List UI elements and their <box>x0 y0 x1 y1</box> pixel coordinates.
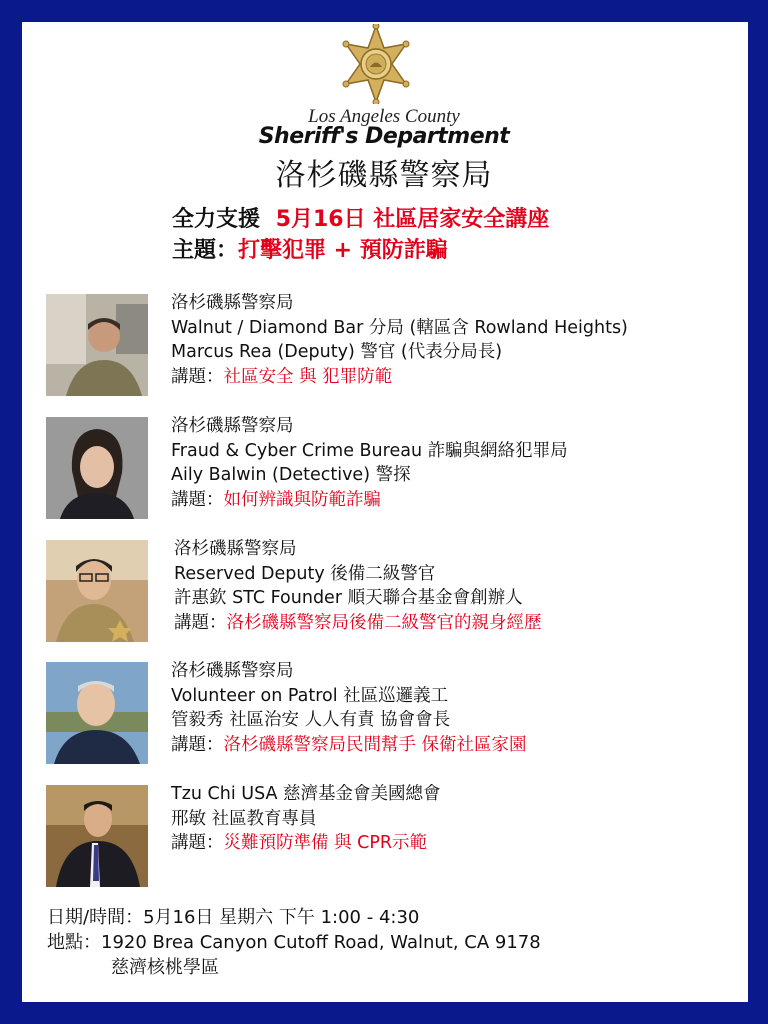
speaker-unit: Volunteer on Patrol 社區巡邏義工 <box>171 685 449 706</box>
speaker-topic <box>171 365 628 390</box>
event-title: 5月16日 社區居家安全講座 <box>275 207 550 232</box>
speaker-card <box>46 662 746 766</box>
topic-label: 講題： <box>174 612 227 633</box>
speaker-card <box>46 417 746 521</box>
speaker-photo <box>46 785 148 887</box>
department-name: Sheriff's Department <box>258 124 510 149</box>
topic-label: 講題： <box>171 366 224 387</box>
speaker-name: Marcus Rea (Deputy) 警官 (代表分局長) <box>171 342 503 362</box>
speaker-topic <box>171 733 527 758</box>
speaker-unit: Walnut / Diamond Bar 分局 (轄區含 Rowland Heights) <box>171 317 628 338</box>
speaker-card <box>46 540 746 644</box>
speaker-photo <box>46 417 148 519</box>
topic-text: 洛杉磯縣警察局後備二級警官的親身經歷 <box>226 612 542 633</box>
speaker-name: 許惠欽 STC Founder 順天聯合基金會創辦人 <box>174 588 523 608</box>
topic-label: 講題： <box>171 489 224 510</box>
speaker-unit: 邢敏 社區教育專員 <box>171 808 317 829</box>
event-headline <box>172 202 549 233</box>
speaker-photo <box>46 540 148 642</box>
speaker-unit: Fraud & Cyber Crime Bureau 詐騙與網絡犯罪局 <box>171 440 568 461</box>
speaker-card <box>46 785 746 889</box>
speaker-photo <box>46 662 148 764</box>
topic-text: 災難預防準備 與 CPR示範 <box>223 833 428 853</box>
department-name-zh: 洛杉磯縣警察局 <box>275 158 493 193</box>
topic-label: 講題： <box>171 833 224 853</box>
speaker-name: Aily Balwin (Detective) 警探 <box>171 465 411 485</box>
topic-text: 如何辨識與防範詐騙 <box>223 489 381 510</box>
theme-text: 打擊犯罪 + 預防詐騙 <box>238 238 448 263</box>
topic-text: 洛杉磯縣警察局民間幫手 保衛社區家園 <box>223 734 527 755</box>
speaker-name: 管毅秀 社區治安 人人有責 協會會長 <box>171 710 451 730</box>
event-details <box>47 905 541 980</box>
topic-text: 社區安全 與 犯罪防範 <box>223 366 393 387</box>
speaker-org: 洛杉磯縣警察局 <box>171 661 294 681</box>
speaker-org: 洛杉磯縣警察局 <box>174 539 297 559</box>
event-location: 地點：1920 Brea Canyon Cutoff Road, Walnut, CA 9178 <box>47 932 541 953</box>
topic-label: 講題： <box>171 734 224 755</box>
speaker-card <box>46 294 746 398</box>
speaker-unit: Reserved Deputy 後備二級警官 <box>174 563 436 584</box>
theme-label: 主題： <box>172 238 239 263</box>
sheriff-star-badge-icon <box>340 24 412 104</box>
speaker-topic <box>174 611 542 636</box>
speaker-topic <box>171 488 568 513</box>
speaker-org: 洛杉磯縣警察局 <box>171 293 294 313</box>
speaker-org: Tzu Chi USA 慈濟基金會美國總會 <box>171 784 441 804</box>
event-datetime: 日期/時間：5月16日 星期六 下午 1:00 - 4:30 <box>47 907 420 928</box>
county-name: Los Angeles County <box>308 106 460 127</box>
event-prefix: 全力支援 <box>172 207 261 232</box>
event-venue: 慈濟核桃學區 <box>111 957 219 978</box>
speaker-org: 洛杉磯縣警察局 <box>171 416 294 436</box>
speaker-topic <box>171 831 441 856</box>
event-theme <box>172 233 448 264</box>
speaker-photo <box>46 294 148 396</box>
